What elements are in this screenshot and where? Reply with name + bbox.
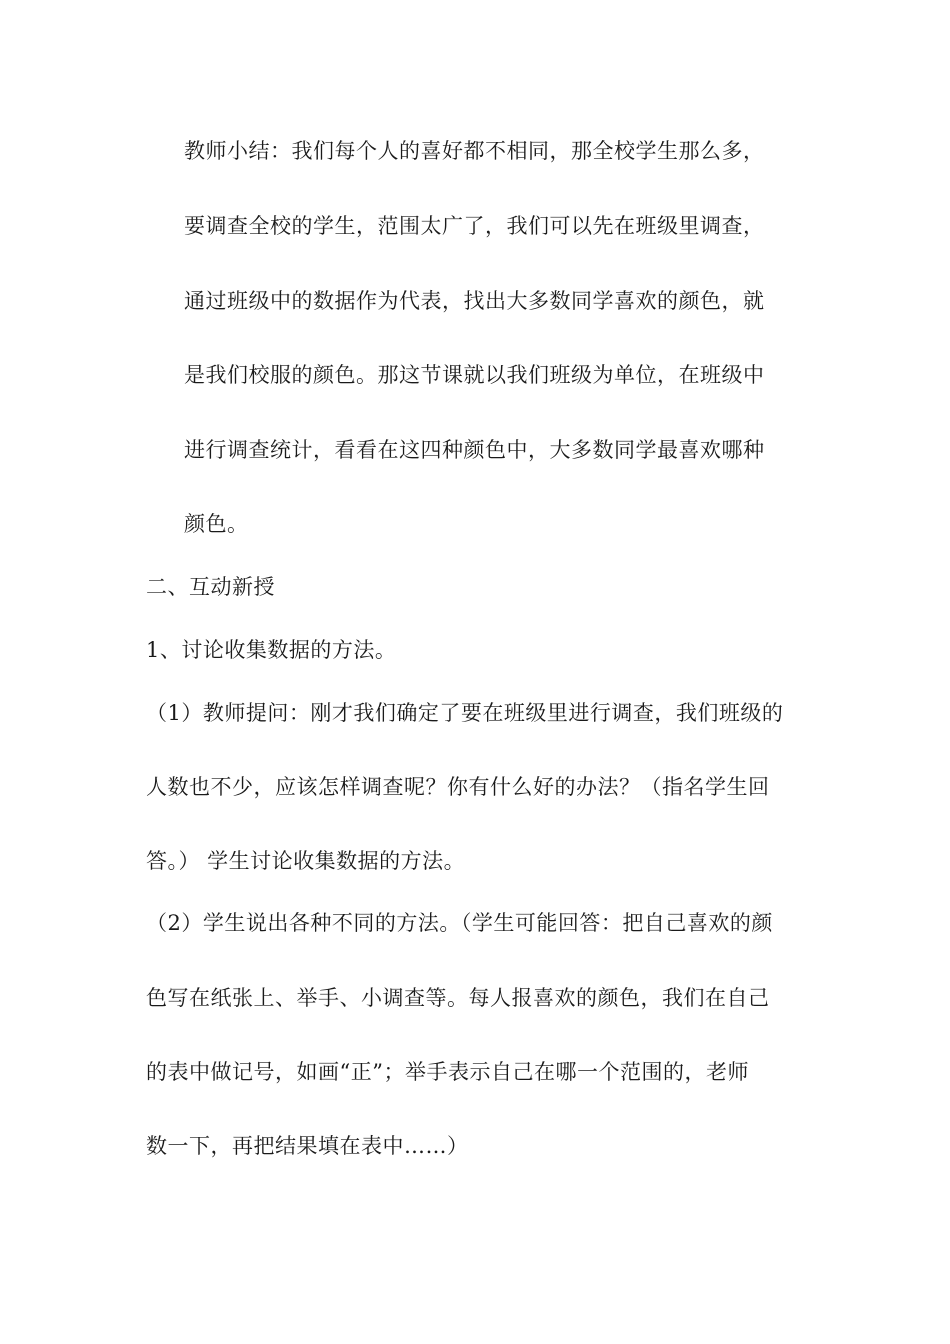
text-line: 颜色。 <box>184 512 249 536</box>
text-line: 是我们校服的颜色。那这节课就以我们班级为单位，在班级中 <box>184 363 765 387</box>
text-line: （2）学生说出各种不同的方法。（学生可能回答：把自己喜欢的颜 <box>146 911 773 935</box>
text-line: 答。） 学生讨论收集数据的方法。 <box>146 849 466 873</box>
text-line: （1）教师提问：刚才我们确定了要在班级里进行调查，我们班级的 <box>146 701 784 725</box>
text-line: 数一下，再把结果填在表中……） <box>146 1134 469 1158</box>
section-heading: 二、互动新授 <box>146 575 275 599</box>
text-line: 的表中做记号，如画“正”；举手表示自己在哪一个范围的，老师 <box>146 1060 749 1084</box>
text-line: 人数也不少，应该怎样调查呢？你有什么好的办法？（指名学生回 <box>146 775 770 799</box>
text-line: 通过班级中的数据作为代表，找出大多数同学喜欢的颜色，就 <box>184 289 765 313</box>
text-line: 进行调查统计，看看在这四种颜色中，大多数同学最喜欢哪种 <box>184 438 765 462</box>
text-line: 要调查全校的学生，范围太广了，我们可以先在班级里调查， <box>184 214 765 238</box>
subsection-heading: 1、讨论收集数据的方法。 <box>146 638 397 662</box>
text-line: 色写在纸张上、举手、小调查等。每人报喜欢的颜色，我们在自己 <box>146 986 770 1010</box>
text-line: 教师小结：我们每个人的喜好都不相同，那全校学生那么多， <box>184 139 765 163</box>
